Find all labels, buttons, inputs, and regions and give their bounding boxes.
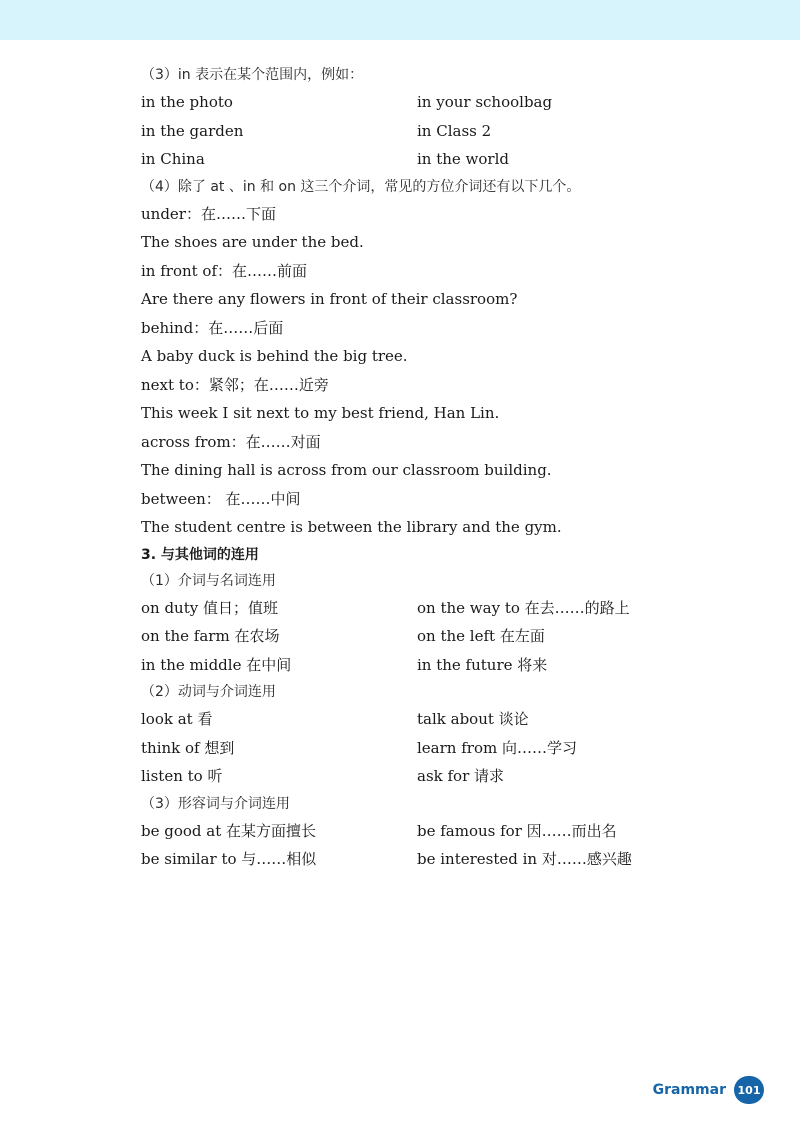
preposition-example: This week I sit next to my best friend, Han Lin. [141,404,500,422]
in-example: in the world [417,150,509,168]
subsection-3-title: （3）形容词与介词连用 [141,795,290,812]
phrase: ask for 请求 [417,767,505,785]
phrase-row [141,651,681,680]
header-band [0,0,800,40]
preposition-term: between： 在……中间 [141,489,301,508]
phrase-row [141,622,681,651]
preposition-term: next to：紧邻；在……近旁 [141,375,329,394]
page-number-badge: 101 [734,1076,764,1104]
preposition-example: The shoes are under the bed. [141,233,364,251]
phrase: be interested in 对……感兴趣 [417,850,632,868]
in-example: in China [141,150,205,168]
preposition-example: The dining hall is across from our classroom building. [141,461,552,479]
phrase: on the farm 在农场 [141,627,280,645]
phrase: be similar to 与……相似 [141,850,317,868]
preposition-term: under：在……下面 [141,204,276,223]
phrase: be good at 在某方面擅长 [141,821,317,840]
phrase: on the left 在左面 [417,627,545,645]
phrase-row [141,734,681,763]
phrase-row [141,594,681,623]
preposition-example: The student centre is between the library and the gym. [141,518,562,536]
phrase: in the middle 在中间 [141,655,292,674]
page-footer [653,1076,764,1104]
section-4-intro: （4）除了 at 、in 和 on 这三个介词，常见的方位介词还有以下几个。 [141,178,581,195]
page-content [141,62,681,874]
phrase-row [141,762,681,791]
phrase-row [141,817,681,846]
phrase-row [141,705,681,734]
footer-section-label: Grammar [652,1082,726,1098]
phrase-row [141,845,681,874]
phrase: on the way to 在去……的路上 [417,598,630,617]
phrase: listen to 听 [141,767,223,785]
preposition-example: A baby duck is behind the big tree. [141,347,408,365]
in-example: in Class 2 [417,121,492,140]
preposition-term: behind：在……后面 [141,318,284,337]
phrase: on duty 值日；值班 [141,598,278,617]
phrase: learn from 向……学习 [417,738,577,757]
phrase: think of 想到 [141,738,235,757]
phrase: be famous for 因……而出名 [417,821,617,840]
subsection-2-title: （2）动词与介词连用 [141,684,276,700]
in-example: in your schoolbag [417,93,553,111]
subsection-1-title: （1）介词与名词连用 [141,572,276,589]
phrase: talk about 谈论 [417,710,529,728]
phrase: in the future 将来 [417,655,548,674]
preposition-example: Are there any flowers in front of their classroom? [141,290,518,308]
preposition-term: in front of：在……前面 [141,261,308,280]
in-example: in the photo [141,93,233,111]
preposition-term: across from：在……对面 [141,432,321,451]
in-example-row [141,145,681,174]
in-example-row [141,88,681,117]
section-heading-3: 3. 与其他词的连用 [141,546,259,563]
section-3-intro: （3）in 表示在某个范围内，例如： [141,67,364,83]
in-example: in the garden [141,121,244,140]
in-example-row [141,117,681,146]
phrase: look at 看 [141,710,213,728]
